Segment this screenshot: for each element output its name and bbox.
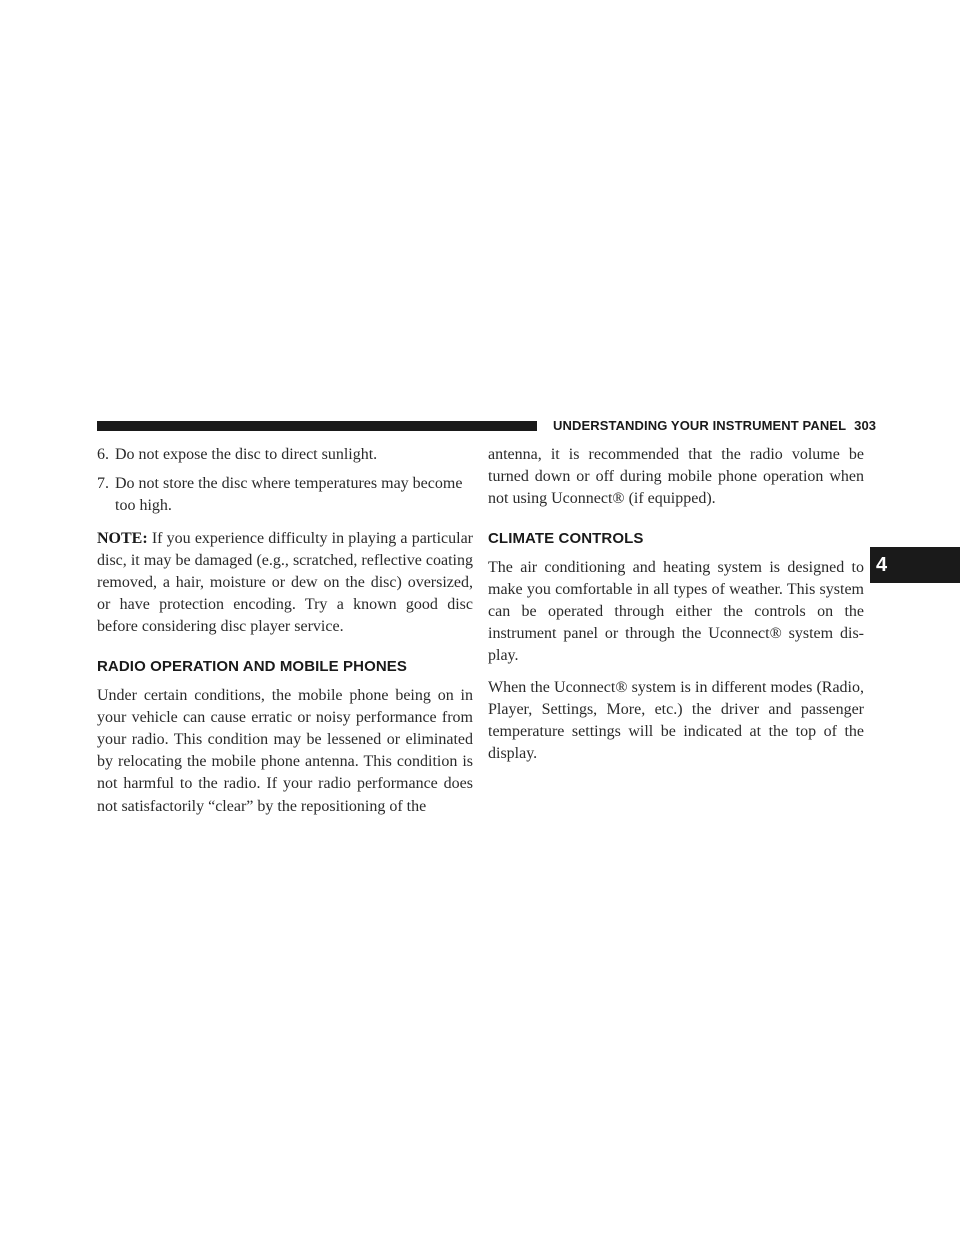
radio-section-heading: RADIO OPERATION AND MOBILE PHONES [97, 657, 407, 675]
right-column [488, 444, 864, 765]
note-label: NOTE: [97, 529, 148, 547]
list-item [97, 473, 473, 517]
section-title: UNDERSTANDING YOUR INSTRUMENT PANEL [553, 418, 847, 433]
climate-paragraph-1: The air conditioning and heating system is designed to make you comfortable in all types of weather. This system can be operated through either the controls on the instrument panel or through the Uconnect® system display. [488, 558, 864, 665]
step-number: 6. [97, 446, 109, 463]
note-text: If you experience difficulty in playing a particular disc, it may be damaged (e.g., scratched, reflective coating removed, a hair, moisture or dew on the disc) oversized, or have protection encoding. Try a known good disc before considering disc player service. [97, 529, 473, 636]
climate-section-heading: CLIMATE CONTROLS [488, 529, 644, 547]
radio-section-body: Under certain conditions, the mobile phone being on in your vehicle can cause erratic or noisy performance from your radio. This condition may be lessened or eliminated by relocating the mobile phone antenna. This condition is not harmful to the radio. If your radio performance does not satisfactorily “clear” by the repositioning of the [97, 686, 473, 815]
step-text: Do not store the disc where temperatures may become too high. [115, 475, 463, 515]
running-header [553, 418, 877, 433]
header-rule [97, 421, 537, 431]
step-text: Do not expose the disc to direct sunlight. [115, 446, 378, 463]
step-number: 7. [97, 475, 109, 493]
radio-continuation-text: antenna, it is recommended that the radio volume be turned down or off during mobile phone operation when not using Uconnect® (if equipped). [488, 446, 864, 508]
note-paragraph [97, 528, 473, 639]
list-item [97, 444, 473, 466]
chapter-tab: 4 [870, 547, 960, 583]
climate-paragraph-2: When the Uconnect® system is in different modes (Radio, Player, Settings, More, etc.) the driver and passenger temperature settings will be indicated at the top of the display. [488, 678, 864, 763]
left-column [97, 444, 473, 818]
page-number: 303 [854, 418, 877, 433]
